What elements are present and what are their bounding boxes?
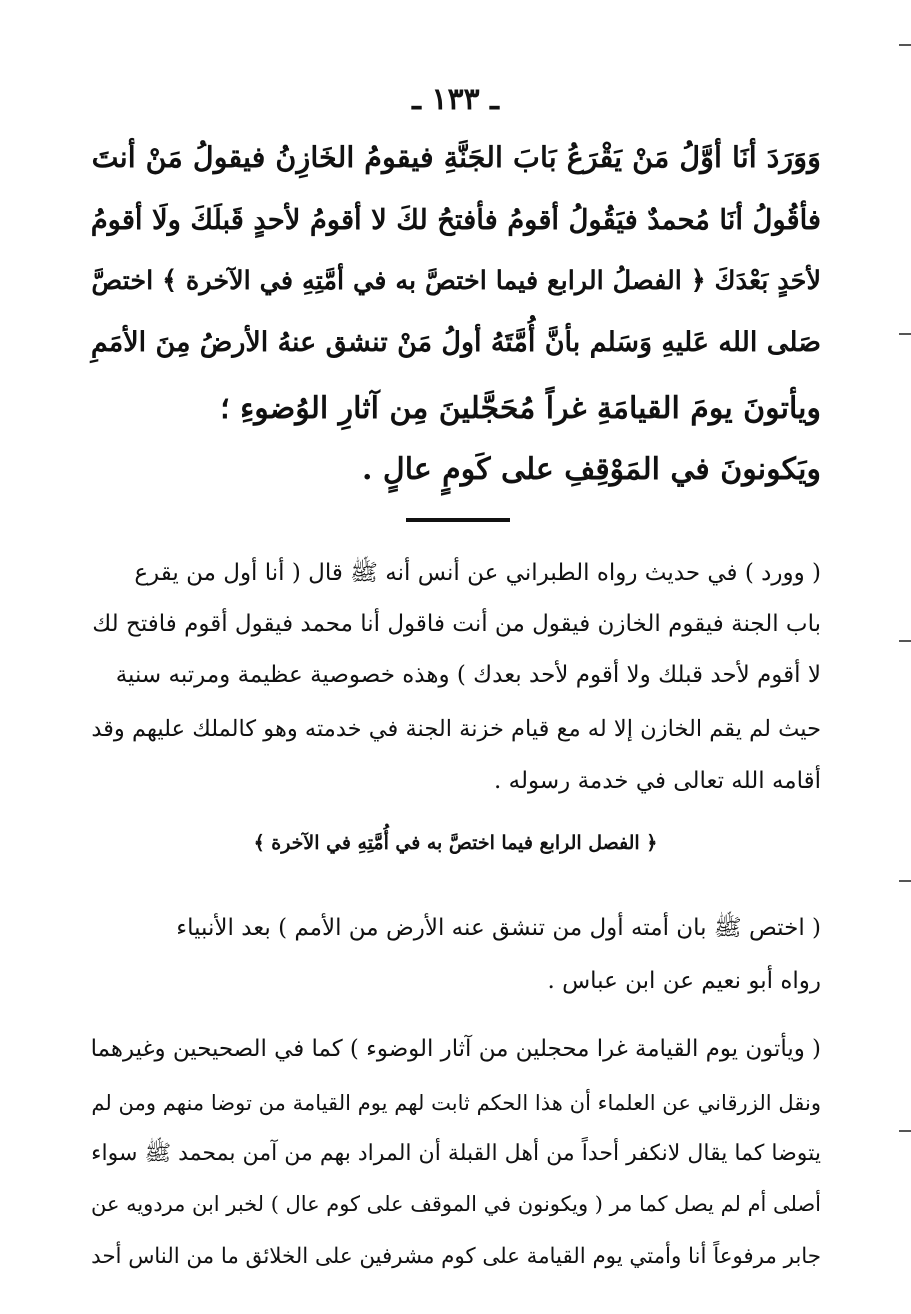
commentary-line: ( ويأتون يوم القيامة غرا محجلين من آثار الوضوء ) كما في الصحيحين وغيرهما xyxy=(90,1036,821,1062)
chapter-heading: ﴿ الفصل الرابع فيما اختصَّ به في أُمَّتِهِ في الآخرة ﴾ xyxy=(253,832,658,854)
main-text-line: فأقُولُ أنَا مُحمدٌ فيَقُولُ أقومُ فأفتحُ لكَ لا أقومُ لأحدٍ قَبلَكَ ولَا أقومُ xyxy=(90,204,821,236)
margin-mark xyxy=(899,880,911,882)
main-text-line: ويأتونَ يومَ القيامَةِ غراً مُحَجَّلينَ مِن آثارِ الوُضوءِ ؛ xyxy=(220,391,821,426)
commentary-line: ونقل الزرقاني عن العلماء أن هذا الحكم ثابت لهم يوم القيامة من توضا منهم ومن لم xyxy=(91,1090,821,1115)
section-divider xyxy=(406,518,510,522)
commentary-line: جابر مرفوعاً أنا وأمتي يوم القيامة على كوم مشرفين على الخلائق ما من الناس أحد xyxy=(91,1244,821,1269)
margin-mark xyxy=(899,1130,911,1132)
commentary-line: رواه أبو نعيم عن ابن عباس . xyxy=(547,968,821,994)
main-text-line: لأحَدٍ بَعْدَكَ ﴿ الفصلُ الرابع فيما اختصَّ به في أمَّتِهِ في الآخرة ﴾ اختصَّ xyxy=(91,266,821,296)
commentary-line: يتوضا كما يقال لانكفر أحداً من أهل القبلة أن المراد بهم من آمن بمحمد ﷺ سواء xyxy=(91,1141,821,1166)
commentary-line: أقامه الله تعالى في خدمة رسوله . xyxy=(494,768,821,794)
commentary-line: حيث لم يقم الخازن إلا له مع قيام خزنة الجنة في خدمته وهو كالملك عليهم وقد xyxy=(91,716,821,742)
main-text-line: وَوَرَدَ أنَا أوَّلُ مَنْ يَقْرَعُ بَابَ الجَنَّةِ فيقومُ الخَازِنُ فيقولُ مَنْ أنتَ xyxy=(91,140,821,174)
commentary-line: أصلى أم لم يصل كما مر ( ويكونون في الموقف على كوم عال ) لخبر ابن مردويه عن xyxy=(91,1192,821,1216)
commentary-line: باب الجنة فيقوم الخازن فيقول من أنت فاقول أنا محمد فيقول أقوم فافتح لك xyxy=(92,611,821,637)
margin-mark xyxy=(899,640,911,642)
margin-mark xyxy=(899,44,911,46)
main-text-line: ويَكونونَ في المَوْقِفِ على كَومٍ عالٍ . xyxy=(362,452,821,487)
commentary-line: لا أقوم لأحد قبلك ولا أقوم لأحد بعدك ) وهذه خصوصية عظيمة ومرتبه سنية xyxy=(115,662,821,688)
main-text-line: صَلى الله عَليهِ وَسَلم بأنَّ أُمَّتَهُ أولُ مَنْ تنشق عنهُ الأرضُ مِنَ الأمَمِ xyxy=(90,327,821,358)
commentary-line: ( وورد ) في حديث رواه الطبراني عن أنس أنه ﷺ قال ( أنا أول من يقرع xyxy=(134,560,821,586)
page-number: ـ ١٣٣ ـ xyxy=(412,82,499,117)
commentary-line: ( اختص ﷺ بان أمته أول من تنشق عنه الأرض من الأمم ) بعد الأنبياء xyxy=(176,915,821,941)
margin-mark xyxy=(899,333,911,335)
